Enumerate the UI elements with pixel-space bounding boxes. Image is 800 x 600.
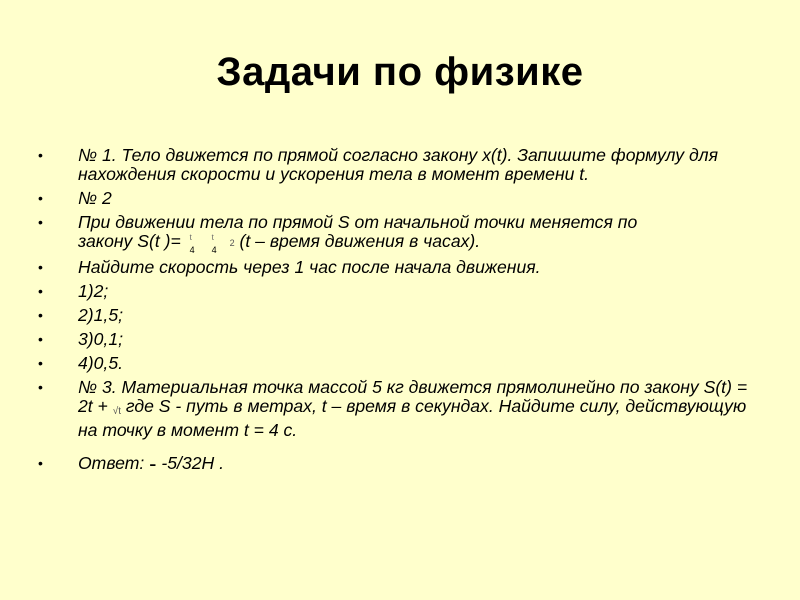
fraction-numerator: t bbox=[211, 233, 214, 242]
answer-option-1: 1)2; bbox=[78, 281, 109, 301]
problem-3-prefix: № 3. Материальная точка массой 5 кг движется прямолинейно по закону S(t) = 2t + bbox=[78, 377, 748, 416]
list-item bbox=[38, 378, 748, 440]
formula-fraction-1 bbox=[186, 232, 208, 255]
list-item bbox=[38, 213, 748, 253]
list-item bbox=[38, 306, 748, 325]
list-item bbox=[38, 354, 748, 373]
list-item bbox=[38, 189, 748, 208]
answer-option-4: 4)0,5. bbox=[78, 353, 123, 373]
list-item bbox=[38, 330, 748, 349]
list-item bbox=[38, 258, 748, 277]
bullet-icon: • bbox=[38, 331, 43, 347]
problem-2-heading: № 2 bbox=[78, 188, 112, 208]
problem-2-line1: При движении тела по прямой S от начальной точки меняется по bbox=[78, 212, 638, 232]
answer-dash: - bbox=[149, 451, 157, 476]
formula-sqrt: √t bbox=[112, 406, 122, 417]
bullet-icon: • bbox=[38, 259, 43, 275]
list-item bbox=[38, 451, 748, 476]
bullet-icon: • bbox=[38, 379, 43, 395]
answer-option-3: 3)0,1; bbox=[78, 329, 123, 349]
page-title: Задачи по физике bbox=[216, 50, 584, 94]
answer-label: Ответ: bbox=[78, 453, 150, 473]
bullet-icon: • bbox=[38, 147, 43, 163]
bullet-icon: • bbox=[38, 283, 43, 299]
bullet-icon: • bbox=[38, 214, 43, 230]
list-item bbox=[38, 282, 748, 301]
answer-option-2: 2)1,5; bbox=[78, 305, 123, 325]
bullet-icon: • bbox=[38, 190, 43, 206]
problem-3-suffix: где S - путь в метрах, t – время в секундах. Найдите силу, действующую на точку в момент t = 4 с. bbox=[78, 396, 747, 440]
formula-power: 2 bbox=[229, 238, 235, 248]
problem-2-line2-prefix: закону S(t )= bbox=[78, 231, 186, 251]
bullet-icon: • bbox=[38, 307, 43, 323]
problem-2-line2-suffix: (t – время движения в часах). bbox=[234, 231, 481, 251]
problem-1-text: № 1. Тело движется по прямой согласно закону x(t). Запишите формулу для нахождения скорости и ускорения тела в момент времени t. bbox=[78, 145, 719, 184]
problem-2-question: Найдите скорость через 1 час после начала движения. bbox=[78, 257, 541, 277]
fraction-numerator: t bbox=[189, 233, 192, 242]
formula-fraction-2 bbox=[208, 232, 230, 255]
answer-value: -5/32Н . bbox=[156, 453, 224, 473]
problem-list bbox=[38, 146, 748, 478]
bullet-icon: • bbox=[38, 355, 43, 371]
fraction-denominator: 4 bbox=[189, 245, 195, 255]
fraction-denominator: 4 bbox=[211, 245, 217, 255]
bullet-icon: • bbox=[38, 455, 43, 471]
list-item bbox=[38, 146, 748, 184]
